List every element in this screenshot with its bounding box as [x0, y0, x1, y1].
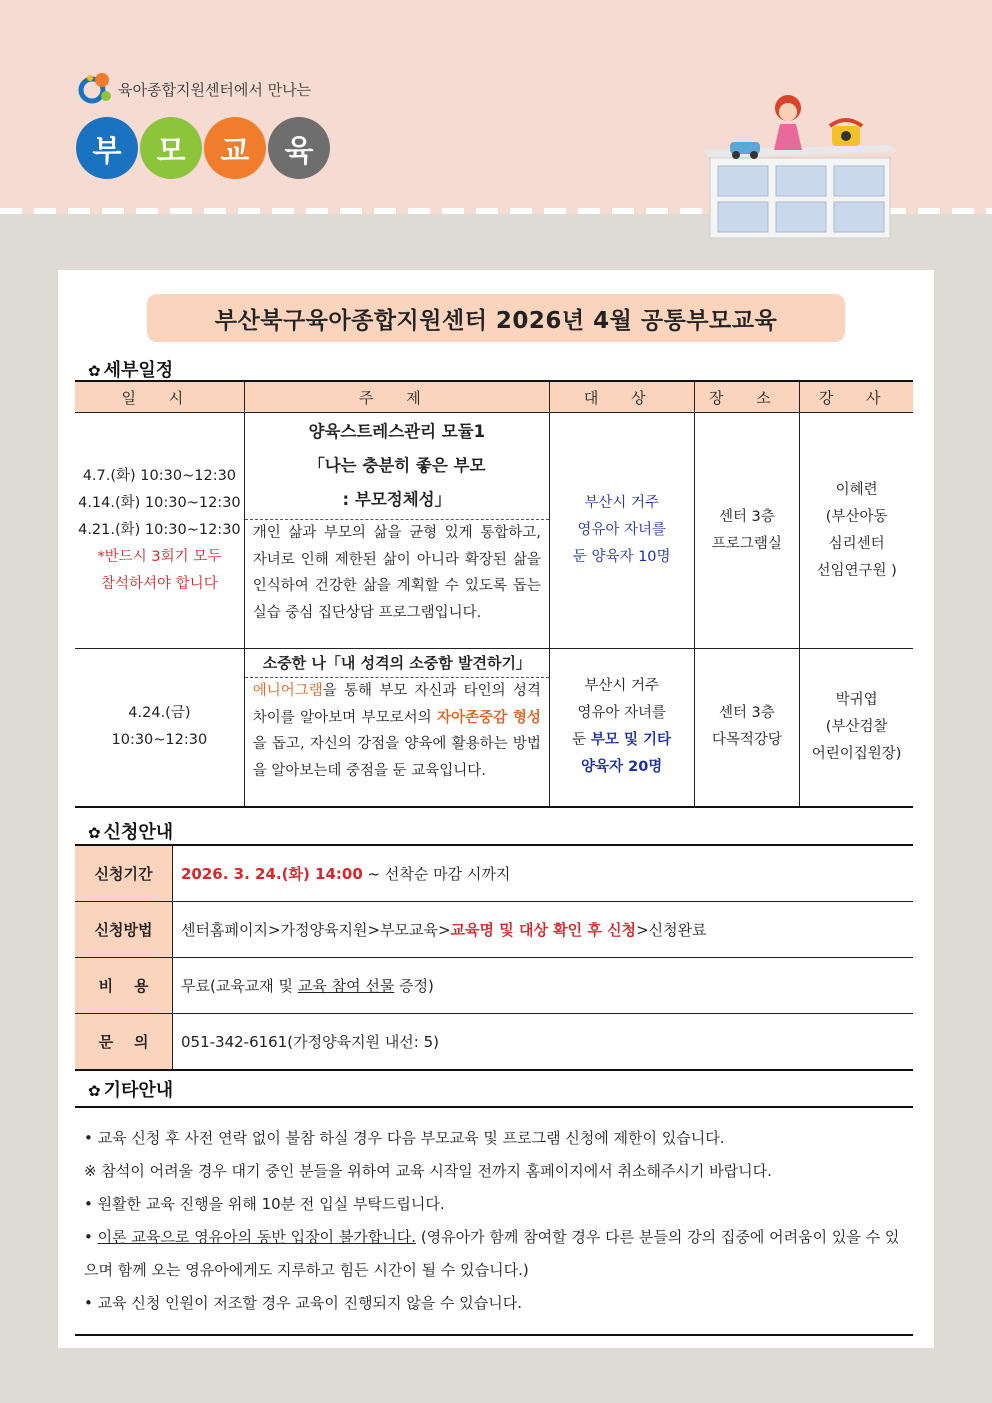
section-schedule [88, 356, 173, 382]
row2-target [549, 649, 694, 807]
topic-description: 개인 삶과 부모의 삶을 균형 있게 통합하고, 자녀로 인해 제한된 삶이 아니라 확장된 삶을 인식하여 건강한 삶을 계획할 수 있도록 돕는 실습 중심 집단상담 프로그램입니다. [252, 525, 541, 621]
date-text: 4.14.(화) 10:30~12:30 [78, 495, 241, 511]
etc-bottom-rule [75, 1334, 913, 1336]
table-row [75, 845, 913, 902]
date-text: 4.7.(화) 10:30~12:30 [82, 468, 237, 484]
lecturer-line: (부산검찰 [825, 718, 888, 735]
section-schedule-label: 세부일정 [103, 360, 174, 381]
section-etc-label: 기타안내 [103, 1080, 174, 1101]
row1-lecturer [800, 413, 913, 649]
date-text: 4.21.(화) 10:30~12:30 [78, 522, 241, 538]
lecturer-line: 어린이집원장) [811, 745, 902, 762]
topic-title [245, 413, 549, 520]
row2-lecturer [800, 649, 913, 807]
lecturer-line: 이혜련 [835, 481, 878, 498]
toy-shelf-illustration [700, 90, 900, 250]
place-line: 센터 3층 [718, 508, 775, 525]
note-line [84, 1221, 908, 1287]
lecturer-line: (부산아동 [825, 508, 888, 525]
note-text: (영유아가 함께 참여할 경우 다른 분들의 강의 집중에 어려움이 있을 수 있으며 함께 오는 영유아에게도 지루하고 힘든 시간이 될 수 있습니다.) [84, 1228, 900, 1279]
section-apply-label: 신청안내 [103, 822, 174, 843]
col-topic: 주 제 [244, 381, 549, 413]
row1-place [694, 413, 800, 649]
section-apply [88, 818, 173, 844]
row1-topic [244, 413, 549, 649]
period-value [173, 845, 914, 902]
note-line: • 교육 신청 후 사전 연락 없이 불참 하실 경우 다음 부모교육 및 프로그램 신청에 제한이 있습니다. [84, 1129, 725, 1147]
title-circles [76, 117, 330, 179]
etc-top-rule [75, 1106, 913, 1108]
page-title: 부산북구육아종합지원센터 2026년 4월 공통부모교육 [147, 294, 845, 342]
cost-label: 비 용 [75, 958, 173, 1014]
schedule-table [75, 380, 913, 808]
table-row [75, 413, 913, 649]
note-bullet: • [84, 1228, 98, 1246]
date-text: 4.24.(금) [128, 705, 191, 722]
highlight-text: 에니어그램 [252, 683, 323, 699]
topic-line: : 부모정체성」 [342, 490, 452, 509]
target-line [550, 727, 694, 754]
col-target: 대 상 [549, 381, 694, 413]
circle-bu: 부 [76, 117, 138, 179]
content-card [58, 270, 934, 1348]
section-etc [88, 1076, 173, 1102]
circle-gyo: 교 [204, 117, 266, 179]
target-text: 둔 [572, 732, 591, 749]
attendance-note: *반드시 3회기 모두 [97, 549, 222, 565]
row2-topic [244, 649, 549, 807]
target-line: 부산시 거주 [584, 495, 660, 511]
center-logo-icon [78, 70, 116, 108]
table-row [75, 649, 913, 807]
cost-underline: 교육 참여 선물 [297, 977, 395, 995]
target-line: 영유아 자녀를 [577, 522, 667, 538]
target-highlight: 부모 및 기타 [590, 732, 672, 749]
col-lecturer: 강 사 [800, 381, 913, 413]
lecturer-line: 선임연구원 ) [816, 562, 897, 579]
topic-line: 「나는 충분히 좋은 부모 [308, 456, 486, 475]
etc-notes [84, 1122, 908, 1320]
apply-table [75, 844, 913, 1071]
cost-text: 무료(교육교재 및 [181, 977, 298, 995]
period-label: 신청기간 [75, 845, 173, 902]
date-text: 10:30~12:30 [111, 732, 208, 749]
cost-text: 증정) [394, 977, 434, 995]
cost-value [173, 958, 914, 1014]
header-subtitle: 육아종합지원센터에서 만나는 [118, 80, 312, 99]
topic-description [245, 678, 549, 784]
table-row [75, 902, 913, 958]
topic-line: 양육스트레스관리 모듈1 [308, 422, 486, 441]
target-line: 양육자 20명 [581, 759, 663, 776]
method-text: >신청완료 [636, 921, 707, 939]
circle-mo: 모 [140, 117, 202, 179]
contact-label: 문 의 [75, 1014, 173, 1071]
method-text: 센터홈페이지>가정양육지원>부모교육> [181, 921, 451, 939]
method-value [173, 902, 914, 958]
note-line: • 교육 신청 인원이 저조할 경우 교육이 진행되지 않을 수 있습니다. [84, 1294, 523, 1312]
flower-icon: ✿ [88, 1082, 101, 1100]
note-underline: 이론 교육으로 영유아의 동반 입장이 불가합니다. [97, 1228, 417, 1246]
desc-text: 을 통해 부모 자신과 타인의 성격 차이를 알아보며 부모로서의 [252, 683, 541, 726]
highlight-text: 자아존중감 형성 [436, 709, 541, 726]
col-place: 장 소 [694, 381, 800, 413]
desc-text: 을 돕고, 자신의 강점을 양육에 활용하는 방법을 알아보는데 중점을 둔 교육입니다. [252, 736, 541, 779]
period-highlight: 2026. 3. 24.(화) 14:00 [181, 865, 363, 883]
target-line: 둔 양육자 10명 [572, 549, 671, 565]
place-line: 프로그램실 [711, 535, 782, 552]
lecturer-line: 박귀엽 [835, 691, 878, 708]
target-line: 부산시 거주 [584, 678, 660, 695]
method-label: 신청방법 [75, 902, 173, 958]
topic-title: 소중한 나「내 성격의 소중함 발견하기」 [245, 649, 549, 678]
note-line: ※ 참석이 어려울 경우 대기 중인 분들을 위하여 교육 시작일 전까지 홈페이지에서 취소해주시기 바랍니다. [84, 1162, 772, 1180]
row2-datetime [75, 649, 244, 807]
col-datetime: 일 시 [75, 381, 244, 413]
note-line: • 원활한 교육 진행을 위해 10분 전 입실 부탁드립니다. [84, 1195, 445, 1213]
lecturer-line: 심리센터 [828, 535, 885, 552]
logo-row [78, 70, 311, 108]
row1-datetime [75, 413, 244, 649]
table-row [75, 958, 913, 1014]
attendance-note: 참석하셔야 합니다 [101, 576, 218, 592]
place-line: 센터 3층 [718, 705, 775, 722]
contact-value: 051-342-6161(가정양육지원 내선: 5) [173, 1014, 914, 1071]
target-line: 영유아 자녀를 [577, 705, 667, 722]
table-row [75, 1014, 913, 1071]
row2-place [694, 649, 800, 807]
circle-yuk: 육 [268, 117, 330, 179]
place-line: 다목적강당 [711, 732, 782, 749]
flower-icon: ✿ [88, 824, 101, 842]
row1-target [549, 413, 694, 649]
schedule-header-row [75, 381, 913, 413]
flower-icon: ✿ [88, 362, 101, 380]
period-rest: ~ 선착순 마감 시까지 [362, 865, 511, 883]
method-highlight: 교육명 및 대상 확인 후 신청 [450, 921, 637, 939]
